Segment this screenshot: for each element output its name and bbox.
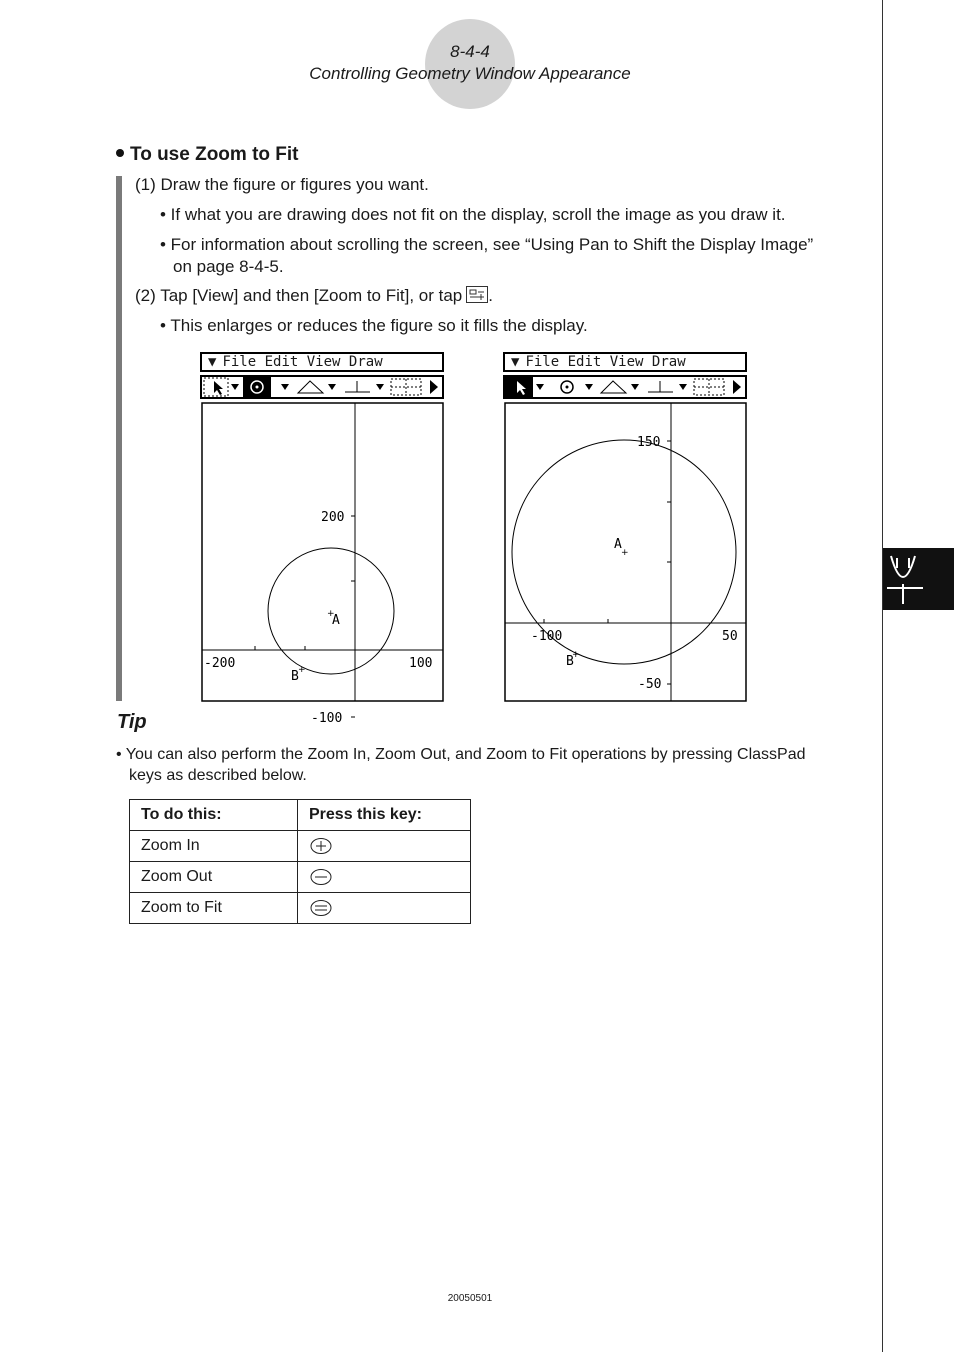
point-b-label: B: [291, 669, 299, 684]
page-number: 8-4-4: [450, 42, 490, 61]
table-row: [130, 831, 471, 862]
zoom-to-fit-icon: [466, 286, 488, 303]
tip-line-2: keys as described below.: [129, 767, 307, 784]
step-2-text: (2) Tap [View] and then [Zoom to Fit], or tap: [135, 286, 463, 305]
row-key: [298, 862, 471, 893]
menu-v-icon: ▼: [208, 354, 217, 370]
toolbar: [503, 375, 747, 399]
label-150: 150: [637, 435, 661, 450]
step-2-end: .: [488, 286, 493, 305]
bullet-pan-ref-1: • For information about scrolling the screen, see “Using Pan to Shift the Display Image”: [160, 235, 814, 254]
step-1: (1) Draw the figure or figures you want.: [135, 175, 429, 194]
label-neg-200: -200: [204, 656, 236, 671]
point-a-label: A: [332, 613, 340, 628]
header-action: To do this:: [130, 800, 298, 831]
row-action: Zoom to Fit: [130, 893, 298, 924]
row-key: [298, 831, 471, 862]
dropdown-icon: [536, 384, 544, 390]
label-neg-50: -50: [638, 677, 662, 692]
row-action: Zoom Out: [130, 862, 298, 893]
bullet-enlarge: • This enlarges or reduces the figure so it fills the display.: [160, 316, 588, 335]
menu-edit: Edit: [567, 354, 602, 370]
table-row: [130, 862, 471, 893]
menu-bar: [503, 352, 747, 372]
perpendicular-tool-icon: [648, 381, 673, 392]
menu-v-icon: ▼: [511, 354, 520, 370]
tip-line-1: • You can also perform the Zoom In, Zoom Out, and Zoom to Fit operations by pressing ClassPad: [116, 746, 806, 763]
dropdown-icon: [585, 384, 593, 390]
point-a-marker: +: [621, 548, 629, 558]
dropdown-icon: [328, 384, 336, 390]
menu-view: View: [306, 354, 341, 370]
triangle-tool-icon: [298, 381, 323, 393]
label-100: 100: [409, 656, 433, 671]
menu-file: File: [222, 354, 257, 370]
menu-view: View: [609, 354, 644, 370]
menu-draw: Draw: [348, 354, 383, 370]
minus-key-icon: [309, 868, 333, 886]
menu-draw: Draw: [651, 354, 686, 370]
section-side-bar: [116, 176, 122, 701]
geometry-chapter-icon: [883, 548, 954, 610]
bullet-pan-ref-2: on page 8-4-5.: [173, 257, 284, 276]
point-b-label: B: [566, 654, 574, 669]
label-200: 200: [321, 510, 345, 525]
point-b-marker: +: [298, 665, 306, 675]
dropdown-icon: [231, 384, 239, 390]
point-b-marker: +: [572, 650, 580, 660]
select-tool-icon: [505, 377, 533, 397]
label-neg-100: -100: [531, 629, 563, 644]
equals-key-icon: [309, 899, 333, 917]
table-row: [130, 893, 471, 924]
geometry-plot-before: [201, 402, 445, 726]
label-neg-100: -100: [311, 711, 343, 726]
section-heading-text: To use Zoom to Fit: [130, 144, 299, 165]
row-key: [298, 893, 471, 924]
scroll-right-icon: [733, 380, 741, 394]
page-title: Controlling Geometry Window Appearance: [309, 64, 631, 83]
right-margin-rule: [882, 0, 883, 1352]
dropdown-icon: [631, 384, 639, 390]
dropdown-icon: [679, 384, 687, 390]
table-header-row: [130, 800, 471, 831]
dropdown-icon: [376, 384, 384, 390]
bullet-scroll: • If what you are drawing does not fit on the display, scroll the image as you draw it.: [160, 205, 786, 224]
point-a-label: A: [614, 537, 622, 552]
tip-heading: Tip: [117, 711, 147, 733]
toolbar: [200, 375, 444, 399]
plus-key-icon: [309, 837, 333, 855]
label-50: 50: [722, 629, 738, 644]
scroll-right-icon: [430, 380, 438, 394]
grid-tool-icon: [694, 379, 724, 395]
triangle-tool-icon: [601, 381, 626, 393]
dropdown-icon: [281, 384, 289, 390]
header-key: Press this key:: [298, 800, 471, 831]
select-tool-icon: [204, 378, 228, 396]
menu-edit: Edit: [264, 354, 299, 370]
section-heading: [116, 144, 299, 166]
menu-bar: [200, 352, 444, 372]
footer-code: 20050501: [447, 1293, 493, 1304]
bullet-dot-icon: [116, 149, 124, 157]
zoom-tool-icon: [561, 381, 573, 393]
chapter-tab: [883, 548, 954, 610]
point-a-marker: +: [327, 609, 335, 619]
row-action: Zoom In: [130, 831, 298, 862]
perpendicular-tool-icon: [345, 381, 370, 392]
zoom-tool-icon: [243, 377, 271, 397]
menu-file: File: [525, 354, 560, 370]
step-2: [135, 285, 493, 307]
grid-tool-icon: [391, 379, 421, 395]
zoom-key-table: [129, 799, 471, 924]
geometry-plot-after: [504, 402, 748, 704]
